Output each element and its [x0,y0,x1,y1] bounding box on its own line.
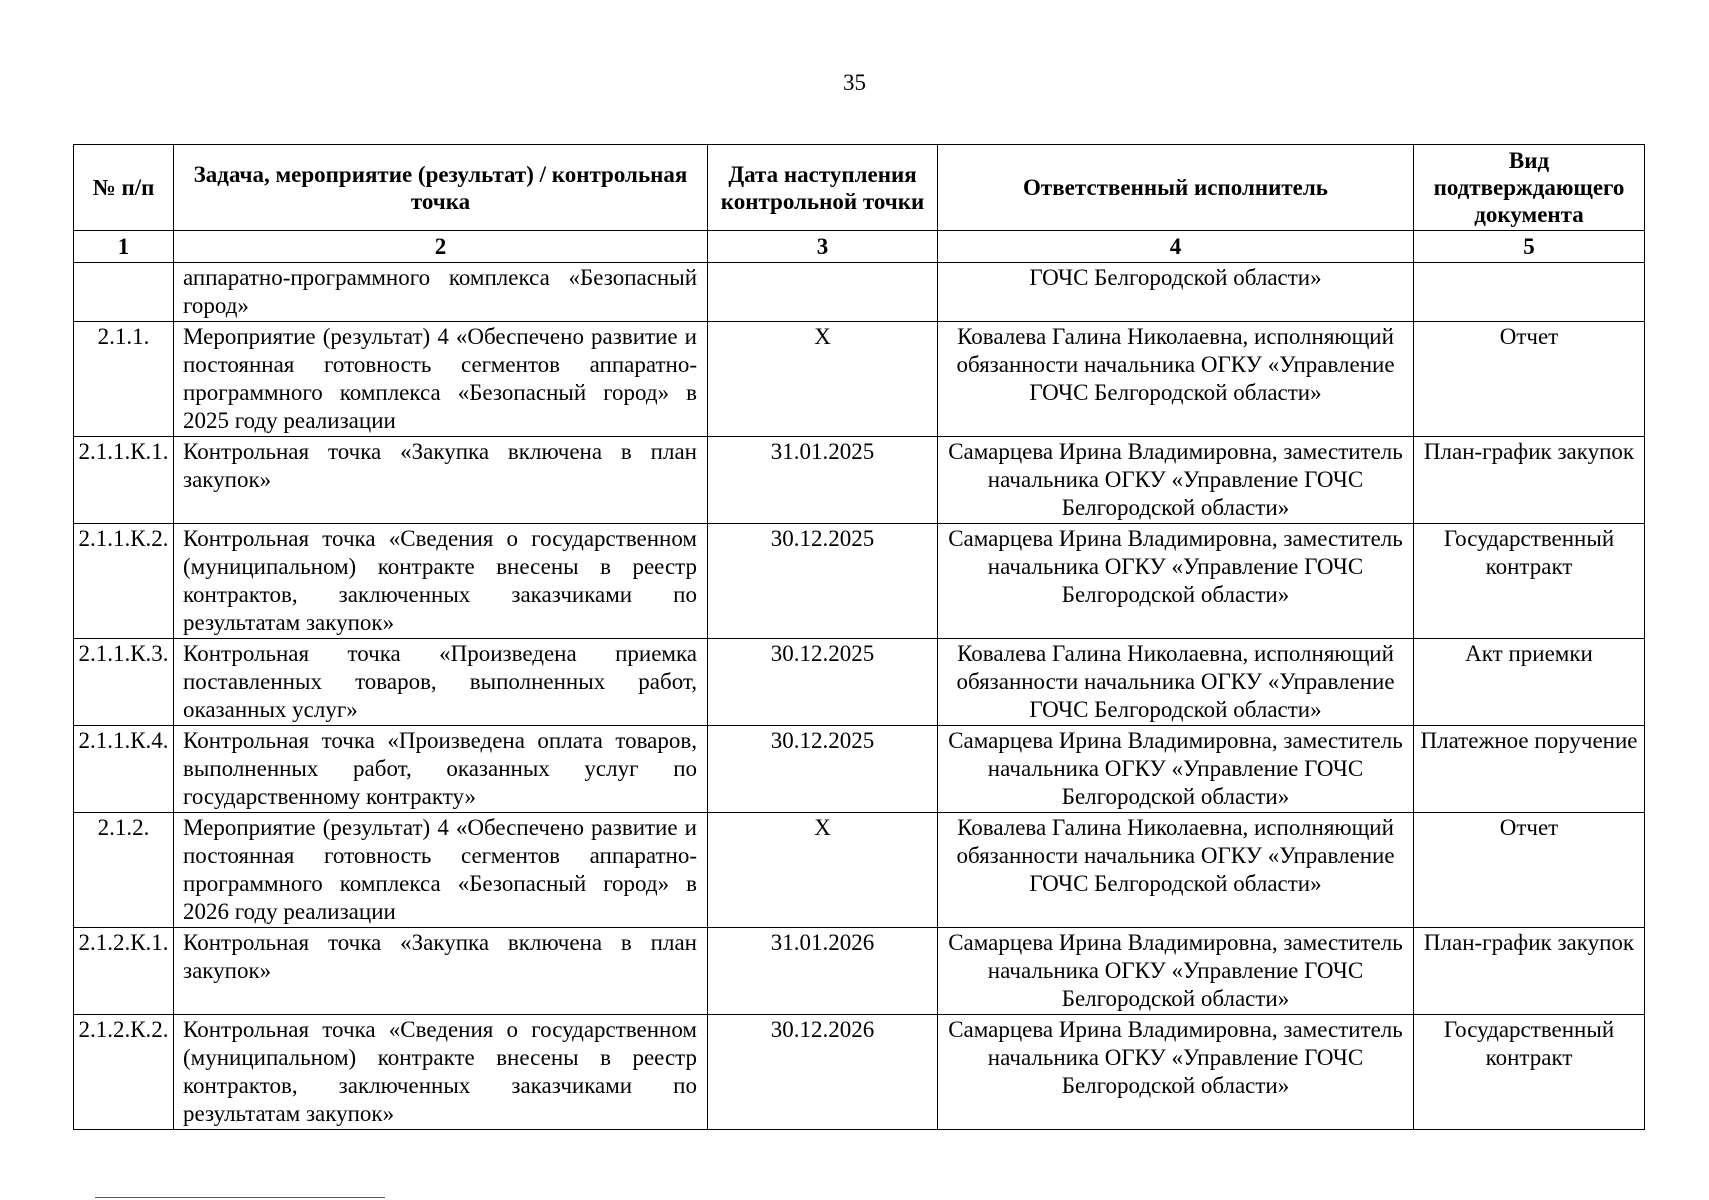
row-responsible: ГОЧС Белгородской области» [938,263,1414,322]
table-row [74,524,1645,639]
row-date: 30.12.2025 [708,726,938,813]
row-number: 2.1.1.К.4. [74,726,174,813]
table-row [74,813,1645,928]
header-task: Задача, мероприятие (результат) / контрольная точка [174,145,708,231]
row-responsible: Самарцева Ирина Владимировна, заместитель начальника ОГКУ «Управление ГОЧС Белгородской области» [938,928,1414,1015]
row-date: 31.01.2025 [708,437,938,524]
row-task: Контрольная точка «Произведена оплата товаров, выполненных работ, оказанных услуг по государственному контракту» [174,726,708,813]
row-task: аппаратно-программного комплекса «Безопасный город» [174,263,708,322]
row-task: Контрольная точка «Сведения о государственном (муниципальном) контракте внесены в реестр контрактов, заключенных заказчиками по результатам закупок» [174,1015,708,1130]
row-task: Мероприятие (результат) 4 «Обеспечено развитие и постоянная готовность сегментов аппаратно-программного комплекса «Безопасный город» в 2026 году реализации [174,813,708,928]
column-number: 1 [74,231,174,263]
row-responsible: Самарцева Ирина Владимировна, заместитель начальника ОГКУ «Управление ГОЧС Белгородской области» [938,524,1414,639]
table-row [74,639,1645,726]
row-document: Отчет [1414,322,1645,437]
row-responsible: Ковалева Галина Николаевна, исполняющий обязанности начальника ОГКУ «Управление ГОЧС Белгородской области» [938,322,1414,437]
row-date: 31.01.2026 [708,928,938,1015]
row-document: План-график закупок [1414,928,1645,1015]
row-date: 30.12.2026 [708,1015,938,1130]
row-number: 2.1.2.К.1. [74,928,174,1015]
row-responsible: Самарцева Ирина Владимировна, заместитель начальника ОГКУ «Управление ГОЧС Белгородской области» [938,437,1414,524]
header-num: № п/п [74,145,174,231]
row-document: Платежное поручение [1414,726,1645,813]
row-date: 30.12.2025 [708,524,938,639]
footer-divider [95,1197,385,1198]
column-number: 3 [708,231,938,263]
row-date: X [708,322,938,437]
row-date: X [708,813,938,928]
control-points-table [73,144,1645,1130]
table-row [74,726,1645,813]
row-number: 2.1.2. [74,813,174,928]
row-date [708,263,938,322]
row-responsible: Самарцева Ирина Владимировна, заместитель начальника ОГКУ «Управление ГОЧС Белгородской области» [938,1015,1414,1130]
header-date: Дата наступления контрольной точки [708,145,938,231]
row-responsible: Ковалева Галина Николаевна, исполняющий обязанности начальника ОГКУ «Управление ГОЧС Белгородской области» [938,639,1414,726]
column-number: 2 [174,231,708,263]
row-task: Контрольная точка «Закупка включена в план закупок» [174,437,708,524]
column-number: 4 [938,231,1414,263]
row-responsible: Ковалева Галина Николаевна, исполняющий обязанности начальника ОГКУ «Управление ГОЧС Белгородской области» [938,813,1414,928]
row-date: 30.12.2025 [708,639,938,726]
row-document: Акт приемки [1414,639,1645,726]
table-row [74,1015,1645,1130]
row-document: Государственный контракт [1414,1015,1645,1130]
table-row [74,322,1645,437]
row-number: 2.1.1.К.1. [74,437,174,524]
table-row [74,437,1645,524]
row-document: План-график закупок [1414,437,1645,524]
table-row [74,928,1645,1015]
row-number: 2.1.1.К.2. [74,524,174,639]
row-number: 2.1.1. [74,322,174,437]
row-responsible: Самарцева Ирина Владимировна, заместитель начальника ОГКУ «Управление ГОЧС Белгородской области» [938,726,1414,813]
row-number [74,263,174,322]
header-responsible: Ответственный исполнитель [938,145,1414,231]
row-task: Мероприятие (результат) 4 «Обеспечено развитие и постоянная готовность сегментов аппаратно-программного комплекса «Безопасный город» в 2025 году реализации [174,322,708,437]
column-number: 5 [1414,231,1645,263]
row-document [1414,263,1645,322]
header-doc: Вид подтверждающего документа [1414,145,1645,231]
row-document: Государственный контракт [1414,524,1645,639]
row-task: Контрольная точка «Произведена приемка поставленных товаров, выполненных работ, оказанных услуг» [174,639,708,726]
row-task: Контрольная точка «Сведения о государственном (муниципальном) контракте внесены в реестр контрактов, заключенных заказчиками по результатам закупок» [174,524,708,639]
row-task: Контрольная точка «Закупка включена в план закупок» [174,928,708,1015]
table-row [74,263,1645,322]
row-document: Отчет [1414,813,1645,928]
row-number: 2.1.1.К.3. [74,639,174,726]
page-number: 35 [843,70,866,95]
column-number-row [74,231,1645,263]
table-header-row [74,145,1645,231]
row-number: 2.1.2.К.2. [74,1015,174,1130]
